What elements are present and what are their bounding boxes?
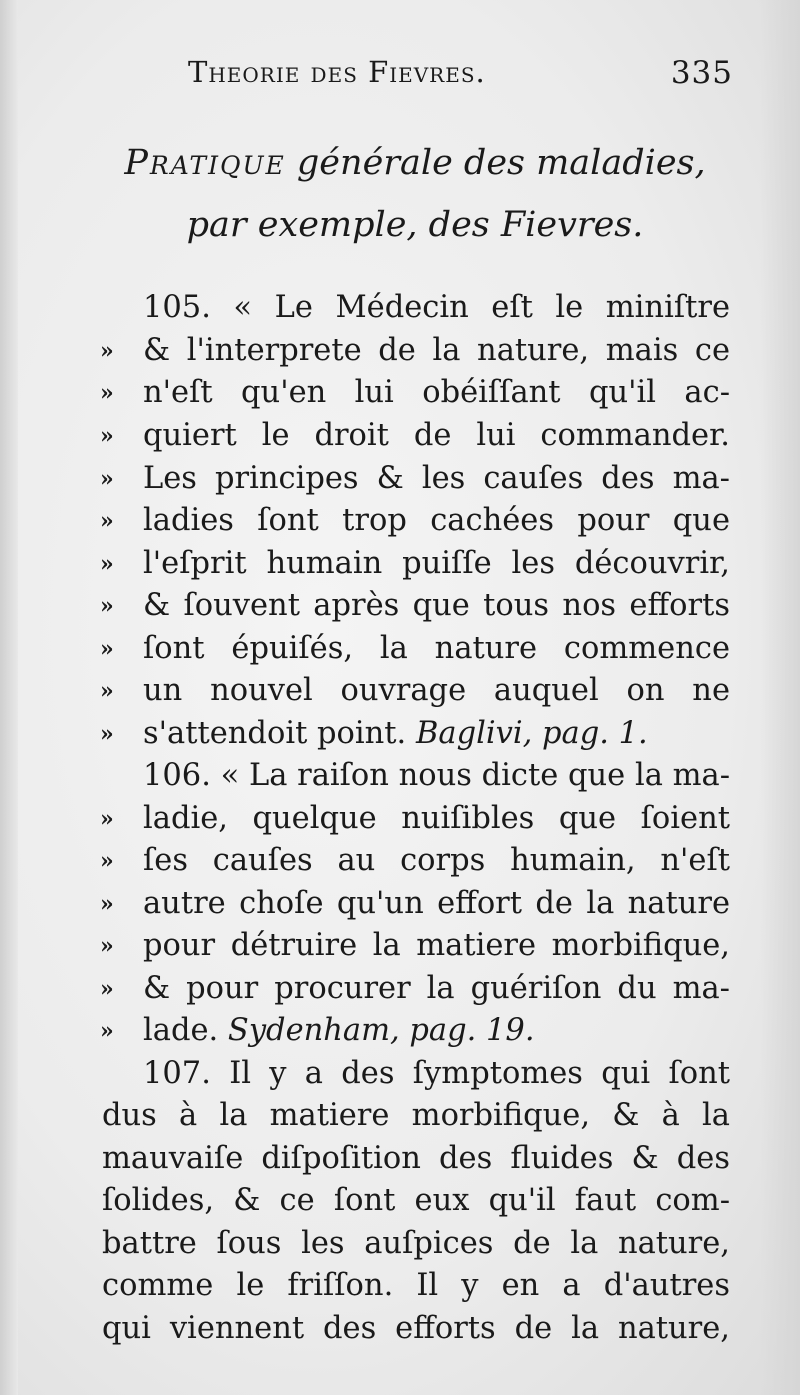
quote-mark: »	[100, 636, 114, 662]
page-number: 335	[670, 55, 733, 91]
para-107-line: battre ſous les auſpices de la nature,	[102, 1226, 730, 1261]
heading-small-caps-word: Pratique	[124, 143, 286, 183]
para-105-last-line	[143, 713, 730, 755]
quote-mark: »	[100, 933, 114, 959]
quote-mark: »	[100, 891, 114, 917]
quote-mark: »	[100, 806, 114, 832]
heading-line-1-rest: générale des maladies,	[285, 143, 706, 183]
page-edge-shadow	[760, 0, 800, 1395]
section-heading-line-2: par exemple, des Fievres.	[186, 205, 644, 245]
quote-mark: »	[100, 338, 114, 364]
para-107-line: mauvaiſe diſpoſition des fluides & des	[102, 1141, 730, 1176]
para-107-line: ſolides, & ce ſont eux qu'il faut com-	[102, 1183, 730, 1218]
para-105-line: quiert le droit de lui commander.	[143, 418, 730, 453]
para-105-line: un nouvel ouvrage auquel on ne	[143, 673, 730, 708]
quote-mark: »	[100, 380, 114, 406]
para-106-line: pour détruire la matiere morbifique,	[143, 928, 730, 963]
para-106-line: ladie, quelque nuiſibles que ſoient	[143, 801, 730, 836]
para-107-line: qui viennent des efforts de la nature,	[102, 1311, 730, 1346]
quote-mark: »	[100, 508, 114, 534]
quote-mark: »	[100, 1018, 114, 1044]
running-head-title: Theorie des Fievres.	[188, 55, 486, 89]
para-106-line: & pour procurer la guériſon du ma-	[143, 971, 730, 1006]
quote-mark: »	[100, 848, 114, 874]
page-gutter-shadow	[0, 0, 18, 1395]
quote-mark: »	[100, 466, 114, 492]
para-105-line: n'eſt qu'en lui obéiſſant qu'il ac-	[143, 375, 730, 410]
quote-mark: »	[100, 721, 114, 747]
para-105-line: ladies ſont trop cachées pour que	[143, 503, 730, 538]
quote-mark: »	[100, 976, 114, 1002]
citation-author: Baglivi	[415, 716, 523, 751]
quote-mark: »	[100, 423, 114, 449]
para-107-line: 107. Il y a des ſymptomes qui ſont	[143, 1056, 730, 1091]
para-106-last-line	[143, 1010, 730, 1052]
quote-mark: »	[100, 551, 114, 577]
para-105-line: & ſouvent après que tous nos efforts	[143, 588, 730, 623]
para-105-line: ſont épuiſés, la nature commence	[143, 631, 730, 666]
citation-page: , pag. 19.	[390, 1013, 535, 1048]
para-105-line: 105. « Le Médecin eſt le miniſtre	[143, 290, 730, 325]
para-105-line: Les principes & les cauſes des ma-	[143, 461, 730, 496]
citation-author: Sydenham	[227, 1013, 391, 1048]
running-head	[188, 55, 733, 95]
para-105-last-text: s'attendoit point.	[143, 716, 407, 751]
quote-mark: »	[100, 678, 114, 704]
para-106-last-text: lade.	[143, 1013, 219, 1048]
para-106-line: autre choſe qu'un effort de la nature	[143, 886, 730, 921]
quote-mark: »	[100, 593, 114, 619]
para-106-line: ſes cauſes au corps humain, n'eſt	[143, 843, 730, 878]
para-105-line: & l'interprete de la nature, mais ce	[143, 333, 730, 368]
para-105-line: l'eſprit humain puiſſe les découvrir,	[143, 546, 730, 581]
citation-page: , pag. 1.	[522, 716, 648, 751]
para-106-line: 106. « La raiſon nous dicte que la ma-	[143, 758, 730, 793]
section-heading-line-1	[100, 143, 730, 183]
para-107-line: comme le friſſon. Il y en a d'autres	[102, 1268, 730, 1303]
para-107-line: dus à la matiere morbifique, & à la	[102, 1098, 730, 1133]
